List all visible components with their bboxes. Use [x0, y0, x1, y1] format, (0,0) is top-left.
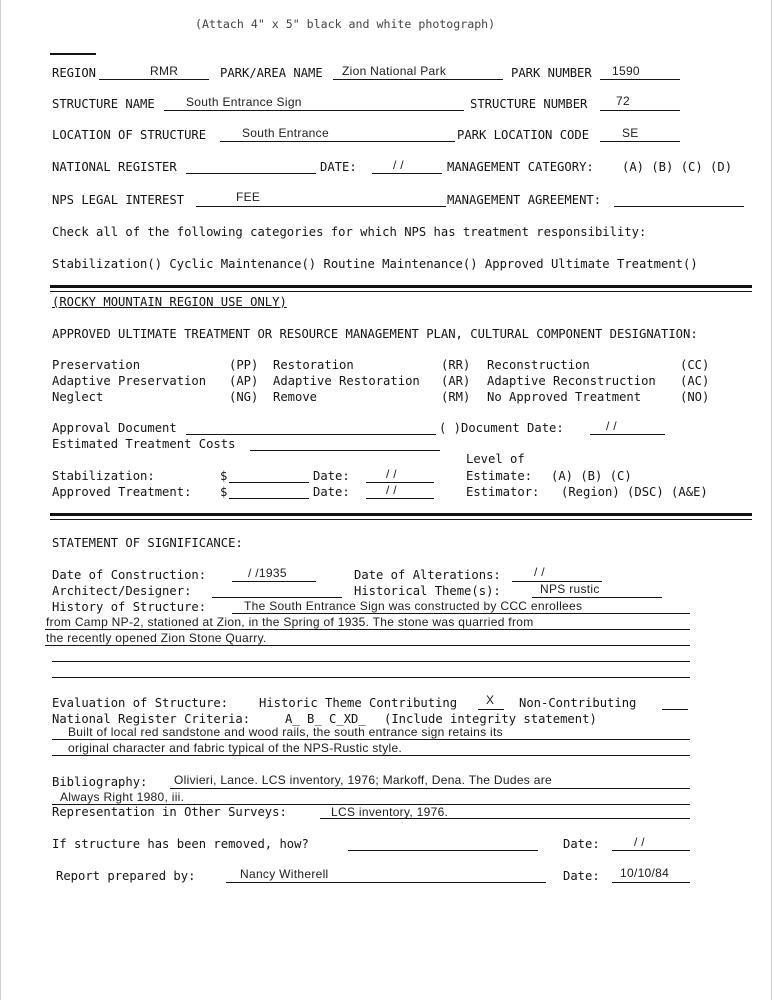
code-ap: (AP)	[229, 374, 259, 388]
park-location-code-value[interactable]: SE	[622, 126, 639, 140]
treatment-none[interactable]: No Approved Treatment	[487, 390, 642, 404]
report-date-label: Date:	[563, 869, 600, 883]
estimator-options[interactable]: (Region) (DSC) (A&E)	[561, 485, 708, 499]
location-value[interactable]: South Entrance	[242, 126, 329, 140]
code-no: (NO)	[680, 390, 710, 404]
section-divider-1	[50, 285, 752, 288]
stabilization-date-label: Date:	[313, 469, 350, 483]
stabilization-date-line	[366, 482, 434, 483]
header-dash	[50, 53, 96, 55]
estimated-costs-label: Estimated Treatment Costs	[52, 437, 236, 451]
park-name-label: PARK/AREA NAME	[220, 66, 323, 80]
report-prepared-label: Report prepared by:	[56, 869, 196, 883]
structure-number-label: STRUCTURE NUMBER	[470, 97, 588, 111]
criteria-note: (Include integrity statement)	[384, 712, 597, 726]
location-label: LOCATION OF STRUCTURE	[52, 128, 207, 142]
treatment-adaptive-reconstruction[interactable]: Adaptive Reconstruction	[487, 374, 656, 388]
noncontributing-label: Non-Contributing	[519, 696, 637, 710]
check-instruction: Check all of the following categories for which NPS has treatment responsibility:	[52, 225, 647, 239]
national-register-line	[186, 173, 316, 174]
scan-edge-left	[0, 0, 1, 1000]
code-ng: (NG)	[229, 390, 259, 404]
treatment-preservation[interactable]: Preservation	[52, 358, 141, 372]
region-value[interactable]: RMR	[150, 64, 179, 78]
construction-date-value[interactable]: / /1935	[248, 566, 287, 580]
bibliography-label: Bibliography:	[52, 775, 148, 789]
stabilization-cost-label: Stabilization:	[52, 469, 155, 483]
bibliography-text-1[interactable]: Olivieri, Lance. LCS inventory, 1976; Markoff, Dena. The Dudes are	[174, 773, 552, 787]
rmr-use-only: (ROCKY MOUNTAIN REGION USE ONLY)	[52, 295, 287, 309]
history-text-3[interactable]: the recently opened Zion Stone Quarry.	[46, 631, 267, 645]
treatment-categories[interactable]: Stabilization() Cyclic Maintenance() Routine Maintenance() Approved Ultimate Treatment()	[52, 257, 698, 271]
construction-date-label: Date of Construction:	[52, 568, 207, 582]
code-rm: (RM)	[441, 390, 471, 404]
evaluation-label: Evaluation of Structure:	[52, 696, 229, 710]
stabilization-cost-line	[229, 482, 309, 483]
photo-instruction: (Attach 4" x 5" black and white photograph)	[195, 17, 496, 31]
park-name-value[interactable]: Zion National Park	[342, 64, 447, 78]
alterations-date-value[interactable]: / /	[534, 565, 545, 579]
bibliography-line-1	[170, 788, 690, 789]
approval-document-line	[186, 434, 436, 435]
legal-interest-value[interactable]: FEE	[236, 190, 261, 204]
report-prepared-name[interactable]: Nancy Witherell	[240, 867, 329, 881]
management-agreement-label: MANAGEMENT AGREEMENT:	[447, 193, 602, 207]
integrity-line-2	[52, 755, 690, 756]
section-divider-2b	[50, 519, 752, 520]
removed-date-value[interactable]: / /	[634, 835, 645, 849]
approved-date-line	[366, 498, 434, 499]
location-line	[220, 141, 455, 142]
document-date-value[interactable]: / /	[606, 419, 617, 433]
report-date-line	[612, 882, 690, 883]
document-date-label: ( )Document Date:	[439, 421, 564, 435]
historical-theme-line	[532, 597, 662, 598]
history-line-2	[45, 629, 690, 630]
park-number-label: PARK NUMBER	[511, 66, 592, 80]
estimator-label: Estimator:	[466, 485, 540, 499]
noncontributing-line	[662, 709, 688, 710]
architect-label: Architect/Designer:	[52, 584, 192, 598]
date-label: DATE:	[320, 160, 357, 174]
structure-number-line	[600, 110, 680, 111]
code-ac: (AC)	[680, 374, 710, 388]
code-cc: (CC)	[680, 358, 710, 372]
removed-line	[348, 850, 538, 851]
history-line-5	[52, 677, 690, 678]
treatment-adaptive-preservation[interactable]: Adaptive Preservation	[52, 374, 207, 388]
section-divider-2	[50, 513, 752, 516]
historical-theme-value[interactable]: NPS rustic	[540, 582, 600, 596]
management-agreement-line	[614, 206, 744, 207]
structure-name-line	[164, 110, 464, 111]
legal-interest-label: NPS LEGAL INTEREST	[52, 193, 185, 207]
approved-cost-line	[229, 498, 309, 499]
level-of-label: Level of	[466, 452, 525, 466]
structure-number-value[interactable]: 72	[616, 94, 630, 108]
criteria-value[interactable]: A_ B_ C_XD_	[285, 712, 366, 726]
national-register-label: NATIONAL REGISTER	[52, 160, 177, 174]
treatment-restoration[interactable]: Restoration	[273, 358, 354, 372]
document-date-line	[590, 434, 665, 435]
code-pp: (PP)	[229, 358, 259, 372]
stabilization-dollar: $	[220, 469, 228, 483]
park-location-code-label: PARK LOCATION CODE	[457, 128, 590, 142]
code-rr: (RR)	[441, 358, 471, 372]
construction-date-line	[232, 581, 316, 582]
contributing-line	[478, 709, 504, 710]
estimate-options[interactable]: (A) (B) (C)	[551, 469, 632, 483]
alterations-date-label: Date of Alterations:	[354, 568, 501, 582]
integrity-text-2[interactable]: original character and fabric typical of the NPS-Rustic style.	[68, 741, 403, 755]
approval-document-label: Approval Document	[52, 421, 177, 435]
criteria-label: National Register Criteria:	[52, 712, 251, 726]
integrity-line-1	[52, 739, 690, 740]
history-line-3	[45, 645, 690, 646]
approved-date-label: Date:	[313, 485, 350, 499]
approved-date-value[interactable]: / /	[386, 483, 397, 497]
park-location-code-line	[600, 141, 680, 142]
approved-treatment-heading: APPROVED ULTIMATE TREATMENT OR RESOURCE MANAGEMENT PLAN, CULTURAL COMPONENT DESIGNATION:	[52, 327, 698, 341]
treatment-adaptive-restoration[interactable]: Adaptive Restoration	[273, 374, 420, 388]
integrity-text-1[interactable]: Built of local red sandstone and wood rails, the south entrance sign retains its	[68, 725, 503, 739]
estimated-costs-line	[250, 450, 440, 451]
scan-edge-right	[771, 0, 772, 1000]
treatment-neglect[interactable]: Neglect	[52, 390, 104, 404]
estimate-label: Estimate:	[466, 469, 533, 483]
treatment-reconstruction[interactable]: Reconstruction	[487, 358, 590, 372]
region-line	[99, 79, 209, 80]
date-line	[372, 173, 442, 174]
representation-label: Representation in Other Surveys:	[52, 805, 287, 819]
significance-heading: STATEMENT OF SIGNIFICANCE:	[52, 536, 243, 550]
report-date-value[interactable]: 10/10/84	[620, 866, 670, 880]
historical-theme-label: Historical Theme(s):	[354, 584, 501, 598]
history-text-1[interactable]: The South Entrance Sign was constructed by CCC enrollees	[244, 599, 583, 613]
architect-line	[212, 597, 342, 598]
park-number-value[interactable]: 1590	[612, 64, 640, 78]
legal-interest-line	[196, 206, 446, 207]
removed-date-line	[612, 850, 690, 851]
contributing-value[interactable]: X	[486, 693, 495, 707]
removed-date-label: Date:	[563, 837, 600, 851]
history-label: History of Structure:	[52, 600, 207, 614]
contributing-label: Historic Theme Contributing	[259, 696, 458, 710]
management-category-label: MANAGEMENT CATEGORY:	[447, 160, 594, 174]
report-prepared-line	[226, 882, 546, 883]
history-text-2[interactable]: from Camp NP-2, stationed at Zion, in the Spring of 1935. The stone was quarried from	[46, 615, 534, 629]
structure-name-value[interactable]: South Entrance Sign	[186, 95, 302, 109]
history-line-1	[232, 613, 690, 614]
bibliography-text-2[interactable]: Always Right 1980, iii.	[60, 790, 185, 804]
park-name-line	[333, 79, 503, 80]
management-category-options[interactable]: (A) (B) (C) (D)	[622, 160, 733, 174]
code-ar: (AR)	[441, 374, 471, 388]
structure-name-label: STRUCTURE NAME	[52, 97, 155, 111]
history-line-4	[52, 661, 690, 662]
stabilization-date-value[interactable]: / /	[386, 467, 397, 481]
region-label: REGION	[52, 66, 97, 80]
representation-value[interactable]: LCS inventory, 1976.	[331, 805, 449, 819]
approved-treatment-cost-label: Approved Treatment:	[52, 485, 192, 499]
section-divider-1b	[50, 291, 752, 292]
treatment-remove[interactable]: Remove	[273, 390, 318, 404]
date-value[interactable]: / /	[393, 158, 404, 172]
park-number-line	[600, 79, 680, 80]
removed-label: If structure has been removed, how?	[52, 837, 309, 851]
approved-dollar: $	[220, 485, 228, 499]
